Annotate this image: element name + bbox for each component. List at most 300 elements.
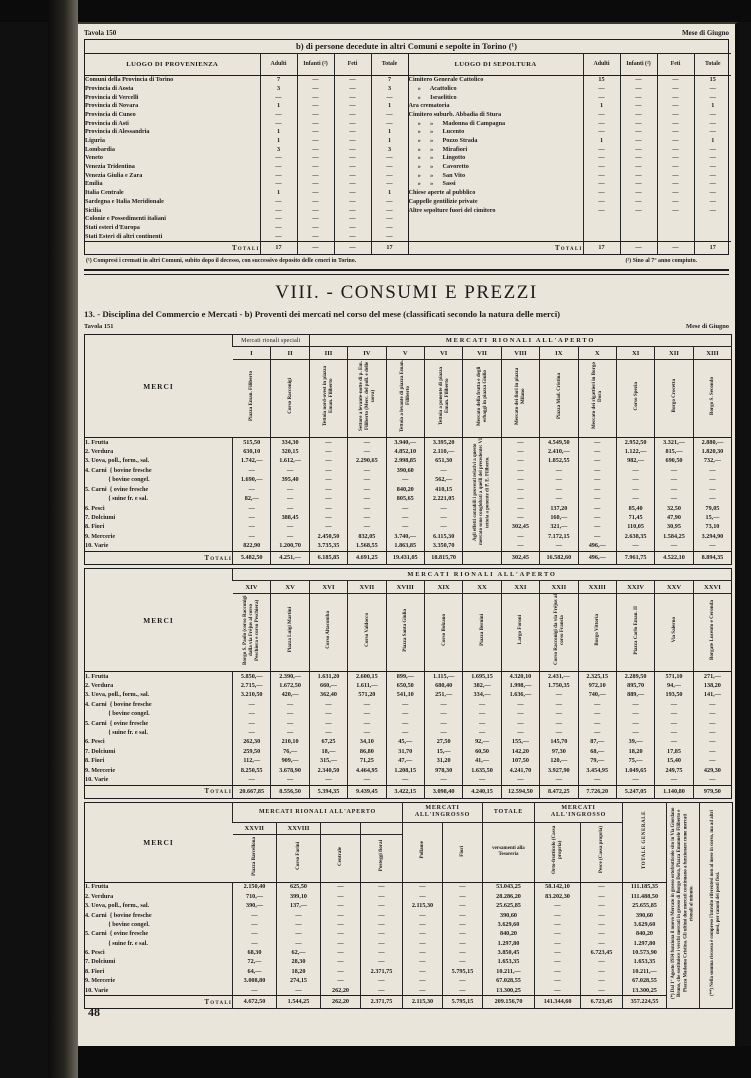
value-cell: 2.221,05: [424, 495, 462, 504]
provenienza-label: Colonie e Possedimenti italiani: [85, 215, 166, 223]
provenienza-label: Emilia: [85, 180, 103, 188]
value-cell: —: [334, 85, 371, 94]
provenienza-label: Provincia di Vercelli: [85, 93, 139, 101]
value-cell: —: [583, 206, 620, 215]
value-cell: —: [694, 85, 731, 94]
value-cell: —: [260, 206, 297, 215]
value-cell: —: [321, 920, 361, 929]
column-name: [540, 594, 578, 672]
column-name-text: Mercato della frutta e degli erbaggi in piazza Giulio: [475, 366, 489, 426]
value-cell: —: [620, 198, 657, 207]
value-cell: 47,—: [386, 757, 424, 766]
column-numeral: XXIII: [578, 581, 616, 594]
value-cell: 3.008,80: [233, 977, 277, 986]
totals-value: 7.726,20: [578, 785, 616, 798]
value-cell: 982,—: [616, 457, 654, 466]
value-cell: —: [620, 128, 657, 137]
value-cell: —: [361, 986, 403, 996]
value-cell: —: [501, 457, 539, 466]
value-cell: —: [693, 466, 732, 475]
table-row: [85, 111, 731, 120]
totals-value: 8.556,50: [271, 785, 309, 798]
value-cell: —: [348, 438, 386, 448]
row-label: 6. Pesci: [85, 738, 105, 746]
value-cell: —: [361, 892, 403, 901]
value-cell: —: [361, 939, 403, 948]
value-cell: —: [309, 700, 347, 709]
value-cell: 138,20: [693, 681, 731, 690]
value-cell: —: [581, 882, 623, 892]
value-cell: —: [581, 902, 623, 911]
value-cell: —: [694, 111, 731, 120]
column-numeral: XIV: [233, 581, 271, 594]
value-cell: —: [620, 172, 657, 181]
value-cell: 390,60: [483, 911, 535, 920]
value-cell: —: [403, 948, 443, 957]
value-cell: —: [616, 710, 654, 719]
column-numeral: [361, 822, 403, 835]
value-cell: —: [583, 172, 620, 181]
market-table-14-26-body: [85, 569, 732, 799]
value-cell: 13.300,25: [623, 986, 667, 996]
totals-label: Totali: [85, 785, 233, 798]
totals-value: 1.544,25: [277, 996, 321, 1009]
value-cell: 390,60: [386, 466, 424, 475]
sepoltura-label: » Acattolico: [408, 85, 583, 94]
value-cell: 1.690,—: [233, 476, 271, 485]
column-numeral: XVI: [309, 581, 347, 594]
value-cell: —: [694, 93, 731, 102]
value-cell: —: [657, 180, 694, 189]
value-cell: —: [578, 719, 616, 728]
value-cell: —: [501, 447, 539, 456]
group-header: Mercati rionali speciali: [233, 335, 310, 347]
provenienza-label: Provincia di Cuneo: [85, 110, 136, 118]
value-cell: —: [581, 920, 623, 929]
column-name: [271, 594, 309, 672]
value-cell: 1: [371, 128, 408, 137]
value-cell: —: [616, 476, 654, 485]
value-cell: —: [371, 119, 408, 128]
value-cell: —: [297, 172, 334, 181]
column-numeral: XXII: [540, 581, 578, 594]
value-cell: —: [361, 902, 403, 911]
value-cell: —: [501, 495, 539, 504]
value-cell: —: [578, 728, 616, 737]
value-cell: —: [271, 532, 309, 541]
value-cell: —: [233, 728, 271, 737]
value-cell: 1.998,—: [501, 681, 539, 690]
sepoltura-label: Ara crematoria: [408, 102, 583, 111]
column-numeral: XIX: [424, 581, 462, 594]
value-cell: —: [657, 163, 694, 172]
value-cell: —: [693, 710, 731, 719]
value-cell: —: [657, 137, 694, 146]
value-cell: 650,50: [386, 681, 424, 690]
value-cell: —: [371, 172, 408, 181]
conglobati-note-cell: [463, 438, 501, 552]
row-label: 5. Carni { ovine fresche: [85, 930, 149, 938]
value-cell: —: [501, 700, 539, 709]
totals-row: [85, 785, 732, 798]
value-cell: —: [271, 728, 309, 737]
value-cell: —: [233, 466, 271, 475]
value-cell: —: [501, 466, 539, 475]
value-cell: —: [501, 775, 539, 785]
value-cell: —: [655, 485, 693, 494]
column-name: [535, 822, 581, 882]
value-cell: —: [443, 930, 483, 939]
totals-row: [85, 552, 732, 565]
column-numeral: XV: [271, 581, 309, 594]
value-cell: —: [535, 911, 581, 920]
value-cell: —: [233, 911, 277, 920]
value-cell: —: [693, 719, 731, 728]
value-cell: —: [616, 485, 654, 494]
column-name: [693, 594, 731, 672]
value-cell: —: [260, 232, 297, 241]
column-name: [616, 594, 654, 672]
column-numeral: XXVIII: [277, 822, 321, 835]
value-cell: —: [348, 719, 386, 728]
value-cell: —: [371, 180, 408, 189]
value-cell: —: [501, 438, 539, 448]
provenienza-label: Stati Esteri di altri continenti: [85, 232, 163, 240]
market-table-1-13-body: [85, 335, 732, 565]
value-cell: 145,70: [540, 738, 578, 747]
value-cell: —: [403, 967, 443, 976]
value-cell: 3.735,35: [309, 542, 347, 552]
scan-top-black-bar: [0, 0, 751, 22]
value-cell: —: [371, 198, 408, 207]
row-label: 10. Varie: [85, 542, 109, 550]
data-row: [85, 495, 732, 504]
value-cell: 2.952,50: [616, 438, 654, 448]
sepoltura-label: Cappelle gentilizie private: [408, 198, 583, 207]
value-cell: 840,20: [483, 930, 535, 939]
value-cell: 3.927,90: [540, 766, 578, 775]
value-cell: 362,40: [309, 691, 347, 700]
value-cell: 420,—: [271, 691, 309, 700]
data-row: [85, 958, 733, 967]
value-cell: 571,10: [655, 672, 693, 682]
value-cell: —: [361, 920, 403, 929]
totals-value: 4.240,15: [463, 785, 501, 798]
value-cell: —: [371, 224, 408, 233]
row-label: 8. Fiori: [85, 757, 105, 765]
value-cell: 2.638,35: [616, 532, 654, 541]
value-cell: 1.208,15: [386, 766, 424, 775]
value-cell: —: [578, 700, 616, 709]
provenienza-label: Italia Centrale: [85, 189, 124, 197]
totals-value: 4.522,10: [655, 552, 693, 565]
column-name: [233, 835, 277, 882]
value-cell: —: [655, 719, 693, 728]
sepoltura-label: » » Cavoretto: [408, 163, 583, 172]
value-cell: 909,—: [271, 757, 309, 766]
value-cell: —: [334, 128, 371, 137]
value-cell: —: [694, 119, 731, 128]
column-name-text: Borgo S. Secondo: [709, 377, 716, 416]
column-numeral: XXVI: [693, 581, 731, 594]
column-numeral: XXV: [655, 581, 693, 594]
value-cell: 45,—: [386, 738, 424, 747]
tavola-150-label: Tavola 150: [84, 29, 117, 37]
totals-value: —: [657, 242, 694, 255]
value-cell: —: [403, 920, 443, 929]
column-name: [348, 594, 386, 672]
value-cell: 899,—: [386, 672, 424, 682]
totale-generale-header: [623, 802, 667, 882]
value-cell: —: [386, 710, 424, 719]
header-row: [85, 54, 731, 76]
totals-value: 17: [371, 242, 408, 255]
value-cell: 1.297,80: [483, 939, 535, 948]
column-name-text: Corso Farini: [295, 842, 302, 870]
value-cell: 1: [694, 102, 731, 111]
value-cell: 840,20: [623, 930, 667, 939]
value-cell: 651,30: [424, 457, 462, 466]
value-cell: 67,25: [309, 738, 347, 747]
value-cell: —: [403, 930, 443, 939]
totals-value: 141.344,60: [535, 996, 581, 1009]
data-row: [85, 902, 733, 911]
data-row: [85, 747, 732, 756]
column-name: [463, 594, 501, 672]
totals-row: [85, 996, 733, 1009]
value-cell: —: [655, 466, 693, 475]
value-cell: 39,—: [616, 738, 654, 747]
value-cell: —: [657, 154, 694, 163]
value-cell: 334,30: [271, 438, 309, 448]
totals-value: —: [297, 242, 334, 255]
value-cell: 111.488,50: [623, 892, 667, 901]
row-label: 10. Varie: [85, 775, 109, 783]
value-cell: 1.297,80: [623, 939, 667, 948]
totale-versamenti-header: TOTALE: [483, 802, 535, 822]
value-cell: —: [620, 180, 657, 189]
column-numeral: XIII: [693, 347, 732, 360]
column-name: [655, 360, 693, 438]
column-numeral: XI: [616, 347, 654, 360]
value-cell: 73,10: [693, 523, 732, 532]
value-cell: —: [535, 902, 581, 911]
totals-label: Totali: [85, 552, 233, 565]
value-cell: —: [348, 504, 386, 513]
column-numeral: VII: [463, 347, 501, 360]
value-cell: —: [581, 958, 623, 967]
merci-column-header: MERCI: [85, 802, 233, 882]
value-cell: —: [309, 457, 347, 466]
value-cell: —: [581, 911, 623, 920]
value-cell: —: [694, 128, 731, 137]
scan-bottom-black-band: [78, 1046, 751, 1078]
col-header-adulti: Adulti: [260, 54, 297, 76]
value-cell: —: [535, 948, 581, 957]
row-label: { suine fr. e sal.: [85, 729, 148, 736]
value-cell: —: [693, 747, 731, 756]
value-cell: —: [361, 911, 403, 920]
value-cell: —: [657, 119, 694, 128]
value-cell: —: [260, 215, 297, 224]
value-cell: —: [348, 476, 386, 485]
provenienza-label: Provincia di Alessandria: [85, 128, 150, 136]
value-cell: —: [693, 495, 732, 504]
value-cell: —: [271, 710, 309, 719]
value-cell: —: [260, 154, 297, 163]
column-name: [309, 360, 347, 438]
totals-value: 1.140,80: [655, 785, 693, 798]
value-cell: —: [616, 700, 654, 709]
value-cell: 79,—: [578, 757, 616, 766]
value-cell: 71,25: [348, 757, 386, 766]
value-cell: —: [540, 728, 578, 737]
value-cell: 390,—: [233, 902, 277, 911]
value-cell: 107,50: [501, 757, 539, 766]
value-cell: —: [583, 146, 620, 155]
value-cell: 53.043,25: [483, 882, 535, 892]
value-cell: 210,10: [271, 738, 309, 747]
value-cell: 889,—: [616, 691, 654, 700]
column-name-text: Largo Foroni: [517, 615, 524, 645]
value-cell: 79,05: [693, 504, 732, 513]
value-cell: —: [694, 206, 731, 215]
totals-value: 2.115,30: [403, 996, 443, 1009]
value-cell: 4.549,50: [540, 438, 578, 448]
value-cell: —: [233, 485, 271, 494]
value-cell: 660,—: [309, 681, 347, 690]
value-cell: 1.115,—: [424, 672, 462, 682]
value-cell: 630,10: [233, 447, 271, 456]
value-cell: [657, 232, 694, 241]
value-cell: —: [620, 76, 657, 85]
totals-value: 5.394,35: [309, 785, 347, 798]
value-cell: 87,—: [578, 738, 616, 747]
value-cell: —: [297, 76, 334, 85]
column-name-text: Corso Racconigi da via Fréjus al corso Francia: [552, 594, 565, 666]
value-cell: —: [540, 542, 578, 552]
data-row: [85, 710, 732, 719]
margin-note-text: (**) Nella somma riscossa è compreso l'introito riferentesi non al mese in corso, ma ad altri mesi, per canoni dei posti fissi.: [709, 810, 721, 997]
value-cell: 72,—: [233, 958, 277, 967]
value-cell: —: [616, 775, 654, 785]
deaths-table-box: [84, 39, 729, 255]
sepoltura-label: » » Lingotto: [408, 154, 583, 163]
totals-value: 8.472,25: [540, 785, 578, 798]
value-cell: 3.629,60: [623, 920, 667, 929]
value-cell: —: [535, 986, 581, 996]
row-label: 9. Mercerie: [85, 766, 116, 774]
value-cell: —: [386, 775, 424, 785]
mese-top-label: Mese di Giugno: [681, 29, 729, 37]
row-label: 9. Mercerie: [85, 532, 116, 540]
value-cell: 3.294,90: [693, 532, 732, 541]
value-cell: —: [655, 542, 693, 552]
value-cell: —: [321, 911, 361, 920]
value-cell: —: [583, 180, 620, 189]
value-cell: —: [271, 485, 309, 494]
column-numeral: VI: [424, 347, 462, 360]
value-cell: —: [309, 466, 347, 475]
value-cell: —: [443, 920, 483, 929]
value-cell: —: [581, 930, 623, 939]
value-cell: —: [694, 189, 731, 198]
value-cell: 32,50: [655, 504, 693, 513]
value-cell: —: [578, 476, 616, 485]
value-cell: 321,—: [540, 523, 578, 532]
value-cell: —: [655, 728, 693, 737]
value-cell: 3.850,45: [483, 948, 535, 957]
value-cell: —: [297, 146, 334, 155]
data-row: [85, 766, 732, 775]
value-cell: 2.998,85: [386, 457, 424, 466]
value-cell: —: [386, 523, 424, 532]
value-cell: —: [334, 119, 371, 128]
row-label: 9. Mercerie: [85, 977, 116, 985]
value-cell: —: [655, 710, 693, 719]
value-cell: —: [233, 775, 271, 785]
column-numeral: XXIV: [616, 581, 654, 594]
value-cell: 62,—: [277, 948, 321, 957]
value-cell: —: [386, 476, 424, 485]
value-cell: 805,65: [386, 495, 424, 504]
totals-value: 2.371,75: [361, 996, 403, 1009]
sepoltura-label: » » Madonna di Campagna: [408, 119, 583, 128]
value-cell: 1: [583, 102, 620, 111]
column-name: [348, 360, 386, 438]
value-cell: —: [443, 948, 483, 957]
value-cell: —: [334, 180, 371, 189]
value-cell: —: [334, 189, 371, 198]
value-cell: 3: [371, 85, 408, 94]
value-cell: —: [233, 719, 271, 728]
value-cell: 71,45: [616, 513, 654, 522]
data-row: [85, 542, 732, 552]
row-label: 1. Frutta: [85, 672, 109, 680]
data-row: [85, 476, 732, 485]
sepoltura-label: » » Pozzo Strada: [408, 137, 583, 146]
value-cell: —: [620, 206, 657, 215]
sepoltura-header: LUOGO DI SEPOLTURA: [408, 54, 583, 76]
column-name-text: Borgo S. Paolo (corso Racconigi dalla via Fréjus al corso Peschiera e corso Peschiera): [242, 595, 261, 665]
value-cell: 160,—: [540, 513, 578, 522]
value-cell: —: [348, 728, 386, 737]
value-cell: —: [583, 128, 620, 137]
value-cell: —: [583, 154, 620, 163]
value-cell: [583, 224, 620, 233]
value-cell: —: [655, 476, 693, 485]
merci-column-header: MERCI: [85, 569, 233, 672]
value-cell: —: [334, 206, 371, 215]
row-label: 2. Verdura: [85, 682, 114, 690]
value-cell: —: [297, 111, 334, 120]
value-cell: 822,90: [233, 542, 271, 552]
value-cell: —: [463, 710, 501, 719]
value-cell: —: [371, 111, 408, 120]
value-cell: —: [694, 146, 731, 155]
column-name: [309, 594, 347, 672]
value-cell: —: [260, 119, 297, 128]
deaths-table: [85, 53, 731, 254]
value-cell: —: [348, 447, 386, 456]
value-cell: 1: [694, 137, 731, 146]
value-cell: —: [271, 495, 309, 504]
totals-value: 18.815,70: [424, 552, 462, 565]
value-cell: 28.286,20: [483, 892, 535, 901]
value-cell: —: [616, 466, 654, 475]
value-cell: 571,20: [348, 691, 386, 700]
value-cell: —: [693, 700, 731, 709]
